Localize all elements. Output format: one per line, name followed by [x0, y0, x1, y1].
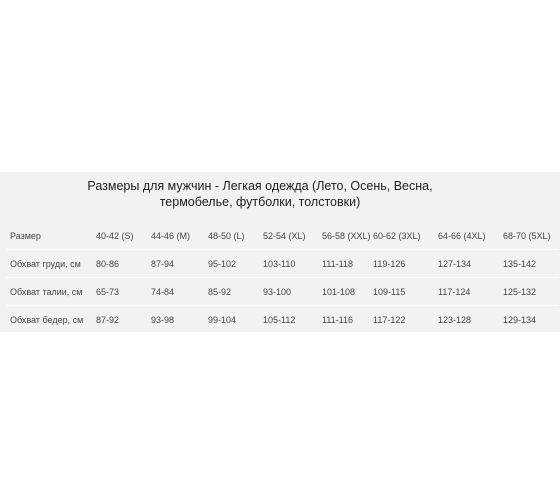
table-cell: 56-58 (XXL) — [318, 222, 369, 250]
table-cell: 65-73 — [92, 278, 147, 306]
table-cell: 87-94 — [147, 250, 204, 278]
title-line-2: термобелье, футболки, толстовки) — [159, 195, 361, 209]
row-label: Обхват талии, см — [6, 278, 92, 306]
table-cell: 93-98 — [151, 314, 175, 325]
table-cell: 125-132 — [499, 278, 558, 306]
table-cell: 52-54 (XL) — [259, 222, 318, 250]
table-row-waist — [6, 278, 558, 306]
table-cell: 111-116 — [322, 314, 354, 325]
table-cell: 109-115 — [369, 278, 434, 306]
size-table — [6, 222, 558, 333]
table-cell: 135-142 — [499, 250, 558, 278]
title-line-1: Размеры для мужчин - Легкая одежда (Лето, Осень, Весна, — [87, 179, 433, 193]
table-cell: 129-134 — [503, 314, 537, 325]
table-cell: 103-110 — [259, 250, 318, 278]
table-row-hips — [6, 306, 558, 334]
table-cell: 87-92 — [96, 314, 120, 325]
table-cell: 119-126 — [369, 250, 434, 278]
table-cell: 60-62 (3XL) — [369, 222, 434, 250]
table-cell: 105-112 — [263, 314, 296, 325]
table-cell: 117-122 — [373, 314, 406, 325]
table-cell: 95-102 — [204, 250, 259, 278]
table-cell: 48-50 (L) — [204, 222, 259, 250]
table-cell: 80-86 — [92, 250, 147, 278]
table-cell: 85-92 — [204, 278, 259, 306]
table-cell: 40-42 (S) — [92, 222, 147, 250]
row-label: Обхват бедер, см — [10, 314, 84, 325]
table-cell: 68-70 (5XL) — [499, 222, 558, 250]
table-cell: 44-46 (M) — [147, 222, 204, 250]
table-cell: 64-66 (4XL) — [434, 222, 499, 250]
table-cell: 74-84 — [147, 278, 204, 306]
table-cell: 111-118 — [318, 250, 369, 278]
table-cell: 101-108 — [318, 278, 369, 306]
table-cell: 127-134 — [434, 250, 499, 278]
table-row-chest — [6, 250, 558, 278]
row-label: Обхват груди, см — [6, 250, 92, 278]
table-cell: 99-104 — [208, 314, 237, 325]
table-row-size — [6, 222, 558, 250]
table-cell: 93-100 — [259, 278, 318, 306]
row-label: Размер — [6, 222, 92, 250]
table-cell: 117-124 — [434, 278, 499, 306]
table-cell: 123-128 — [438, 314, 472, 325]
size-chart-title — [0, 178, 520, 210]
